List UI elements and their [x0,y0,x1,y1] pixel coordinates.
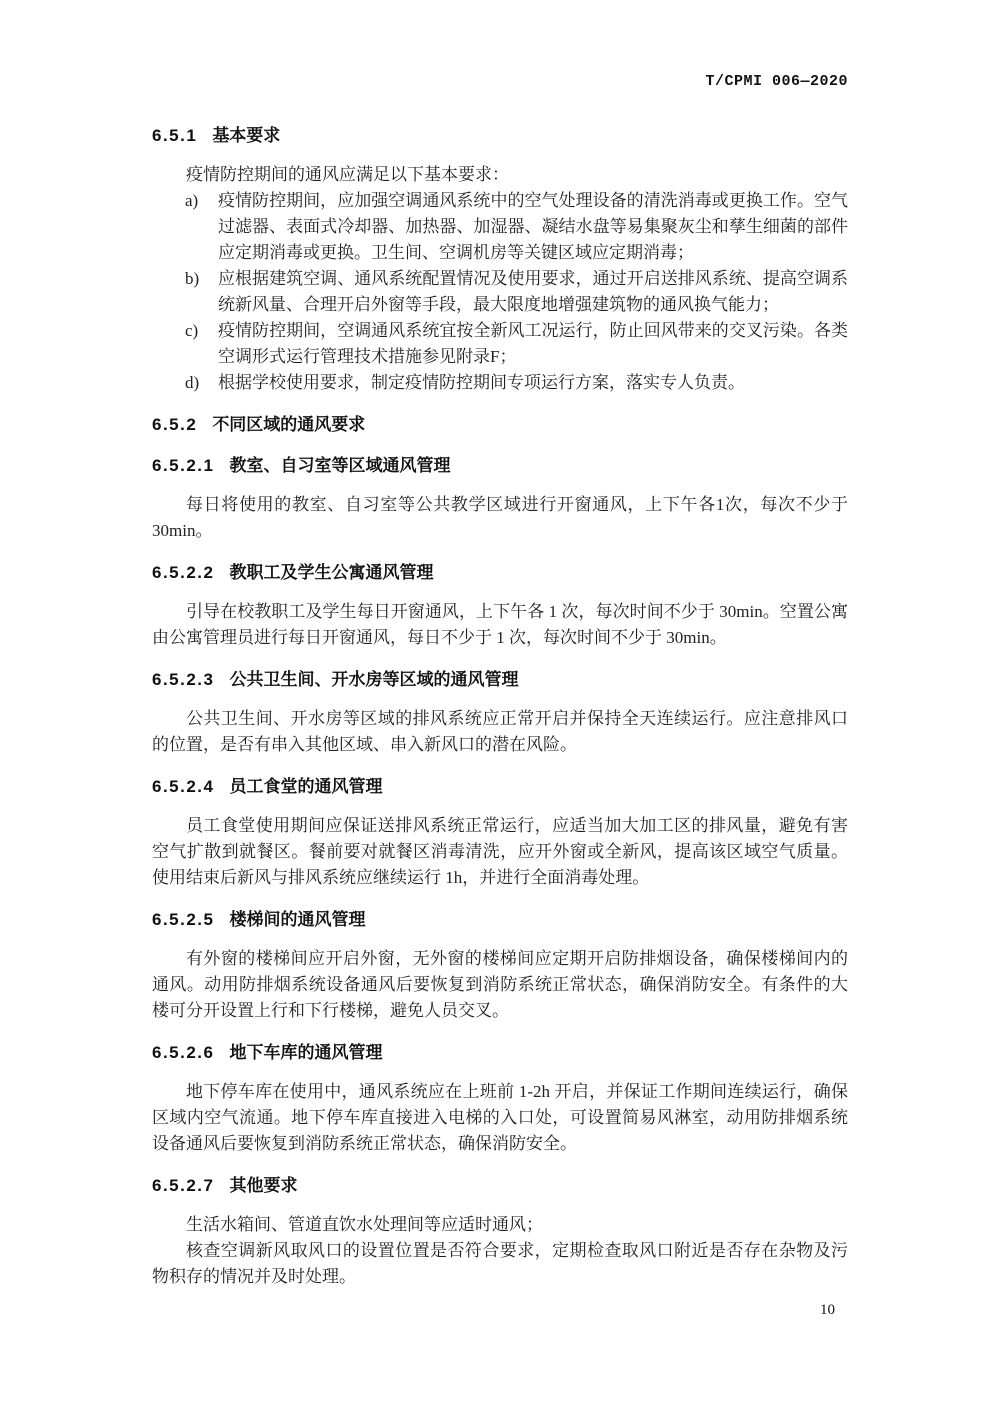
list-item-a [152,188,848,266]
body-paragraph: 核查空调新风取风口的设置位置是否符合要求，定期检查取风口附近是否存在杂物及污物积存的情况并及时处理。 [152,1241,848,1286]
section-number: 6.5.2.6 [152,1043,215,1062]
body-paragraph: 每日将使用的教室、自习室等公共教学区域进行开窗通风，上下午各1次，每次不少于30min。 [152,495,848,540]
body-paragraph: 地下停车库在使用中，通风系统应在上班前 1-2h 开启，并保证工作期间连续运行，确保区域内空气流通。地下停车库直接进入电梯的入口处，可设置简易风淋室，动用防排烟系统设备通风后要恢复到消防系统正常状态，确保消防安全。 [152,1082,848,1153]
standard-code: T/CPMI 006—2020 [705,73,848,90]
section-title: 其他要求 [229,1176,298,1195]
section-heading-6-5-2-4 [152,775,848,799]
list-item-label: c) [185,321,199,340]
section-number: 6.5.1 [152,126,198,145]
section-heading-6-5-2-1 [152,454,848,478]
intro-paragraph: 疫情防控期间的通风应满足以下基本要求： [186,165,509,184]
section-number: 6.5.2.3 [152,670,215,689]
section-number: 6.5.2.2 [152,563,215,582]
list-item-d [152,370,848,396]
section-heading-6-5-2-2 [152,561,848,585]
list-item-text: 根据学校使用要求，制定疫情防控期间专项运行方案，落实专人负责。 [218,373,745,392]
section-heading-6-5-2-6 [152,1041,848,1065]
section-number: 6.5.2.5 [152,910,215,929]
section-heading-6-5-2-7 [152,1174,848,1198]
list-item-text: 疫情防控期间，应加强空调通风系统中的空气处理设备的清洗消毒或更换工作。空气过滤器、表面式冷却器、加热器、加湿器、凝结水盘等易集聚灰尘和孳生细菌的部件应定期消毒或更换。卫生间、空调机房等关键区域应定期消毒； [218,191,848,262]
body-paragraph: 引导在校教职工及学生每日开窗通风，上下午各 1 次，每次时间不少于 30min。空置公寓由公寓管理员进行每日开窗通风，每日不少于 1 次，每次时间不少于 30min。 [152,602,848,647]
section-number: 6.5.2.4 [152,777,215,796]
section-title: 教室、自习室等区域通风管理 [229,456,451,475]
list-item-text: 疫情防控期间，空调通风系统宜按全新风工况运行，防止回风带来的交叉污染。各类空调形式运行管理技术措施参见附录F； [218,321,848,366]
list-item-c [152,318,848,370]
section-heading-6-5-2-5 [152,908,848,932]
section-number: 6.5.2.1 [152,456,215,475]
list-item-b [152,266,848,318]
requirement-list [152,188,848,396]
section-title: 公共卫生间、开水房等区域的通风管理 [229,670,519,689]
body-paragraph: 员工食堂使用期间应保证送排风系统正常运行，应适当加大加工区的排风量，避免有害空气扩散到就餐区。餐前要对就餐区消毒清洗，应开外窗或全新风，提高该区域空气质量。使用结束后新风与排风系统应继续运行 1h，并进行全面消毒处理。 [152,816,848,887]
section-title: 楼梯间的通风管理 [229,910,366,929]
page-number: 10 [820,1302,835,1318]
section-heading-6-5-1 [152,124,848,148]
section-number: 6.5.2 [152,415,198,434]
section-title: 基本要求 [212,126,281,145]
body-paragraph: 有外窗的楼梯间应开启外窗，无外窗的楼梯间应定期开启防排烟设备，确保楼梯间内的通风。动用防排烟系统设备通风后要恢复到消防系统正常状态，确保消防安全。有条件的大楼可分开设置上行和下行楼梯，避免人员交叉。 [152,949,848,1020]
list-item-label: a) [185,191,199,210]
list-item-text: 应根据建筑空调、通风系统配置情况及使用要求，通过开启送排风系统、提高空调系统新风量、合理开启外窗等手段，最大限度地增强建筑物的通风换气能力； [218,269,848,314]
section-title: 员工食堂的通风管理 [229,777,383,796]
page-header [152,70,848,90]
section-title: 不同区域的通风要求 [212,415,366,434]
section-title: 地下车库的通风管理 [229,1043,383,1062]
section-heading-6-5-2-3 [152,668,848,692]
list-item-label: d) [185,373,200,392]
section-heading-6-5-2 [152,413,848,437]
section-title: 教职工及学生公寓通风管理 [229,563,434,582]
list-item-label: b) [185,269,200,288]
body-paragraph: 生活水箱间、管道直饮水处理间等应适时通风； [186,1215,543,1234]
body-paragraph: 公共卫生间、开水房等区域的排风系统应正常开启并保持全天连续运行。应注意排风口的位置，是否有串入其他区域、串入新风口的潜在风险。 [152,709,848,754]
section-number: 6.5.2.7 [152,1176,215,1195]
